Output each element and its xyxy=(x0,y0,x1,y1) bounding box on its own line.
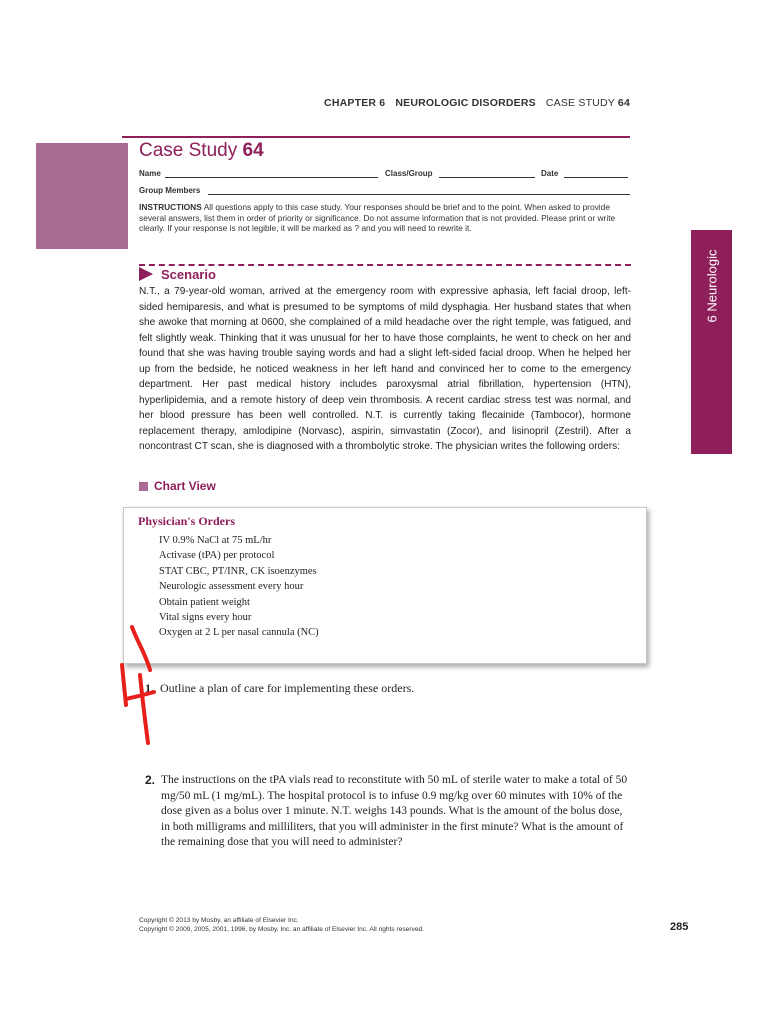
scenario-text: N.T., a 79-year-old woman, arrived at the emergency room with expressive aphasia, left facial droop, left-sided hemiparesis, and what is presumed to be symptoms of mild dysphagia. Her husband states that when she awoke that morning at 0600, she complained of a mild headache over the right temple, was fatigued, and felt slightly weak. Thinking that it was unusual for her to have those complaints, he went to check on her and found that she was having trouble saying words and had a slight left-sided facial droop. When he helped her up from the bedside, he noticed weakness in her left hand and convinced her to come to the emergency department. Her past medical history includes paroxysmal atrial fibrillation, hypertension (HTN), hyperlipidemia, and a remote history of deep vein thrombosis. A recent cardiac stress test was normal, and her blood pressure has been well controlled. N.T. is currently taking flecainide (Tambocor), hormone replacement therapy, amlodipine (Norvasc), aspirin, simvastatin (Zocor), and lisinopril (Zestril). After a noncontrast CT scan, she is diagnosed with a thrombolytic stroke. The physician writes the following orders: xyxy=(139,286,631,452)
chapter-section: NEUROLOGIC DISORDERS xyxy=(395,97,536,109)
question-2-text: The instructions on the tPA vials read to reconstitute with 50 mL of sterile water to make a total of 50 mg/50 mL (1 mg/mL). The hospital protocol is to infuse 0.9 mg/kg over 60 minutes with 10% of the dose given as a bolus over 1 minute. N.T. weighs 143 pounds. What is the amount of the bolus dose, in both milligrams and milliliters, that you will administer in the first minute? What is the amount of the remaining dose that you will need to administer? xyxy=(161,774,628,849)
chapter-label: CHAPTER 6 xyxy=(324,97,386,109)
section-divider xyxy=(139,264,631,266)
class-group-field[interactable] xyxy=(439,177,535,178)
date-field[interactable] xyxy=(564,177,628,178)
orders-list xyxy=(159,533,319,641)
running-header xyxy=(324,97,630,109)
order-item: Obtain patient weight xyxy=(159,596,250,608)
order-item: Vital signs every hour xyxy=(159,612,252,624)
class-group-label: Class/Group xyxy=(385,169,433,178)
group-members-label: Group Members xyxy=(139,186,201,195)
instructions-text: All questions apply to this case study. Your responses should be brief and to the point. When asked to provide several answers, list them in order of priority or significance. Do not assume information that is not provided. Please print or write clearly. If your response is not legible, it will be marked as ? and you will need to rewrite it. xyxy=(139,202,616,233)
title-number: 64 xyxy=(242,140,264,161)
triangle-bullet-icon xyxy=(139,267,153,281)
group-members-field[interactable] xyxy=(208,194,630,195)
copyright-notice xyxy=(139,916,424,934)
question-1-number: 1. xyxy=(145,681,154,695)
date-label: Date xyxy=(541,169,559,178)
orders-title: Physician's Orders xyxy=(138,514,236,528)
question-2-number: 2. xyxy=(145,773,156,787)
page-title xyxy=(139,140,264,162)
side-tab-label: 6 Neurologic xyxy=(704,249,720,323)
order-item: Neurologic assessment every hour xyxy=(159,581,304,593)
name-label: Name xyxy=(139,169,161,178)
title-text: Case Study xyxy=(139,140,238,161)
question-1-text: Outline a plan of care for implementing these orders. xyxy=(160,681,415,695)
name-field[interactable] xyxy=(165,177,378,178)
order-item: IV 0.9% NaCl at 75 mL/hr xyxy=(159,535,272,546)
case-study-label: CASE STUDY xyxy=(545,97,615,109)
case-study-number: 64 xyxy=(617,97,630,109)
copyright-line-2: Copyright © 2009, 2005, 2001, 1996, by Mosby, Inc. an affiliate of Elsevier Inc. All rights reserved. xyxy=(139,926,425,933)
order-item: STAT CBC, PT/INR, CK isoenzymes xyxy=(159,565,317,577)
chart-view-heading xyxy=(139,479,216,493)
top-rule xyxy=(122,136,630,138)
instructions xyxy=(139,202,631,234)
page-number: 285 xyxy=(670,921,689,933)
order-item: Oxygen at 2 L per nasal cannula (NC) xyxy=(159,627,319,639)
scenario-heading xyxy=(139,267,216,282)
chart-view-title: Chart View xyxy=(154,479,216,493)
handwritten-annotation-icon xyxy=(110,615,170,750)
instructions-label: INSTRUCTIONS xyxy=(139,202,202,212)
physicians-orders-box xyxy=(123,507,647,664)
square-bullet-icon xyxy=(139,482,148,491)
order-item: Activase (tPA) per protocol xyxy=(159,550,275,562)
decorative-block xyxy=(36,143,128,249)
scenario-title-text: Scenario xyxy=(161,267,216,282)
copyright-line-1: Copyright © 2013 by Mosby, an affiliate of Elsevier Inc. xyxy=(139,917,299,924)
